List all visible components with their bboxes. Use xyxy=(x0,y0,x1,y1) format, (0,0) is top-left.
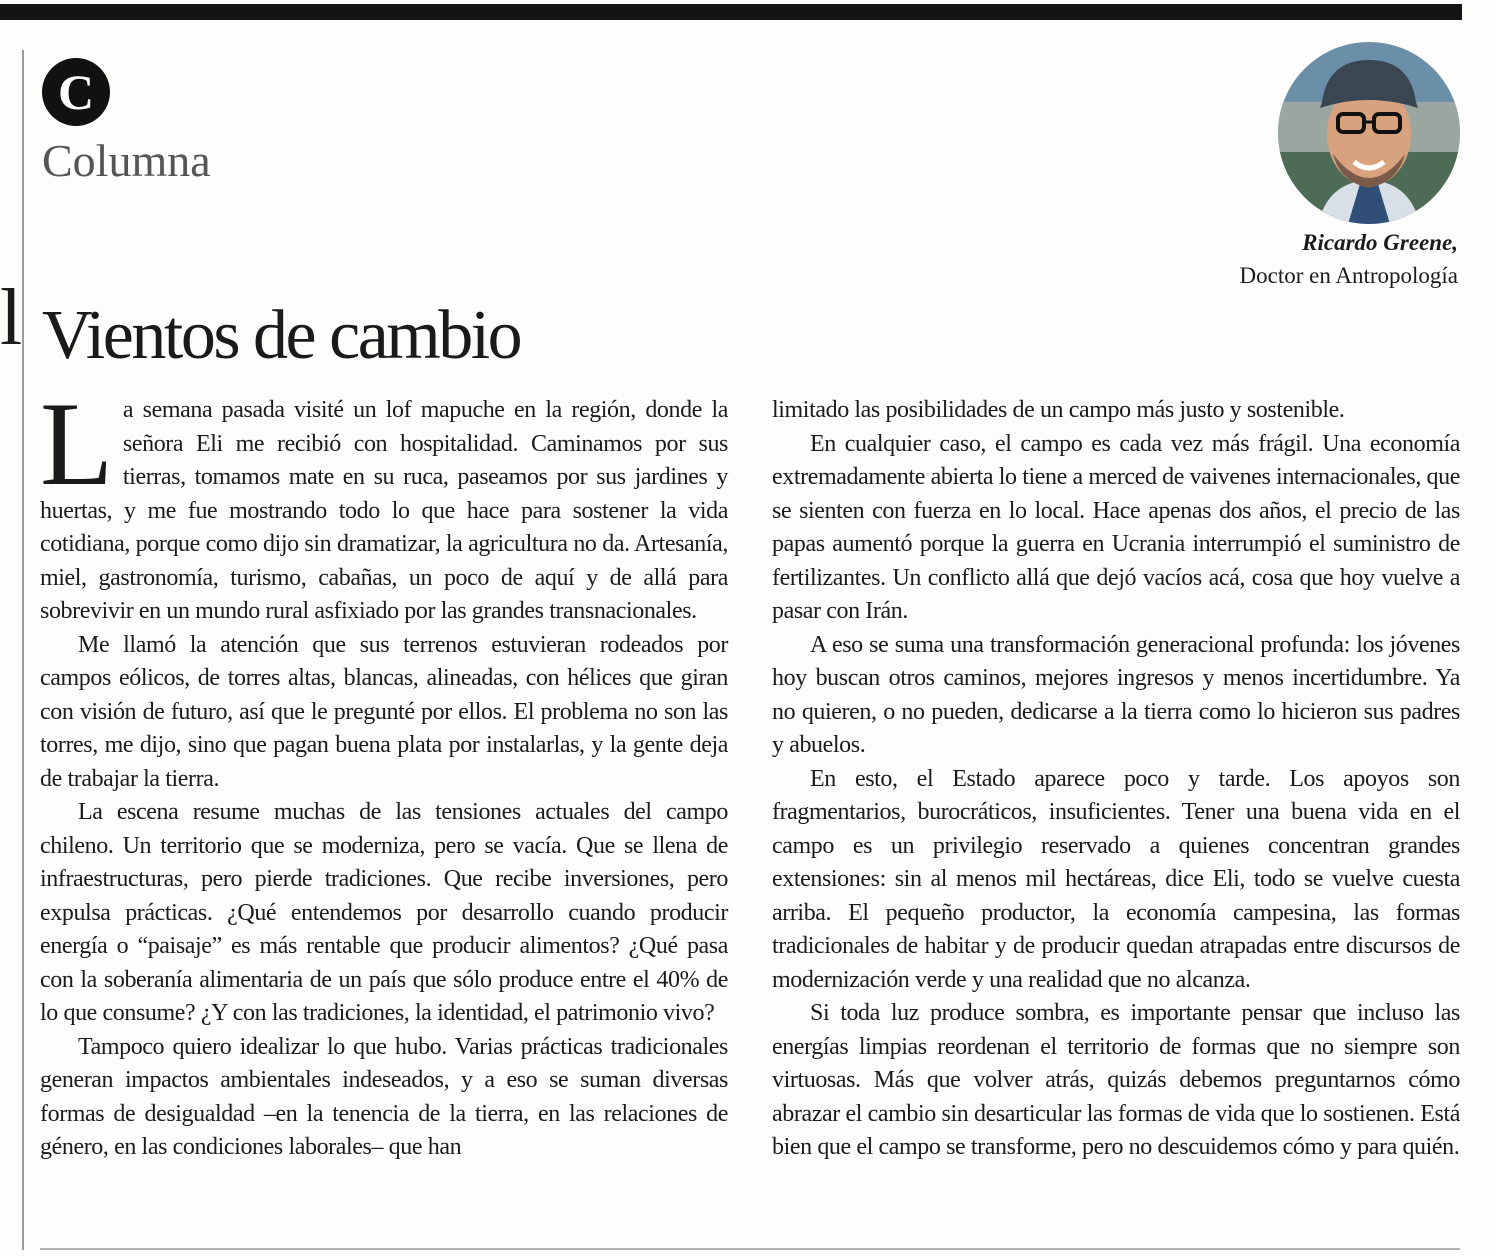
author-title: Doctor en Antropología xyxy=(1239,263,1458,288)
article-paragraph: Si toda luz produce sombra, es importante pensar que incluso las energías limpias reordenan el territorio de formas que no siempre son virtuosas. Más que volver atrás, quizás debemos preguntarnos cómo abrazar el cambio sin desarticular las formas de vida que lo sostienen. Está bien que el campo se transforme, pero no descuidemos cómo y para quién. xyxy=(772,1000,1460,1160)
author-name: Ricardo Greene, xyxy=(1302,230,1458,255)
article-paragraph: La escena resume muchas de las tensiones actuales del campo chileno. Un territorio que se moderniza, pero se vacía. Que se llena de infraestructuras, pero pierde tradiciones. Que recibe inversiones, pero expulsa prácticas. ¿Qué entendemos por desarrollo cuando producir energía o “paisaje” es más rentable que producir alimentos? ¿Qué pasa con la soberanía alimentaria de un país que sólo produce entre el 40% de lo que consume? ¿Y con las tradiciones, la identidad, el patrimonio vivo? xyxy=(40,799,728,1026)
article-column-left xyxy=(40,377,728,1165)
article-paragraph: En esto, el Estado aparece poco y tarde. Los apoyos son fragmentarios, burocráticos, insuficientes. Tener una buena vida en el campo es un privilegio reservado a quienes concentran grandes extensiones: sin al menos mil hectáreas, dice Eli, todo se vuelve cuesta arriba. El pequeño productor, la economía campesina, las formas tradicionales de habitar y de producir quedan atrapadas entre discursos de modernización verde y una realidad que no alcanza. xyxy=(772,765,1460,993)
section-badge: C xyxy=(42,58,110,126)
article-paragraph: Me llamó la atención que sus terrenos estuvieran rodeados por campos eólicos, de torres altas, blancas, alineadas, con hélices que giran con visión de futuro, así que le pregunté por ellos. El problema no son las torres, me dijo, sino que pagan buena plata por instalarlas, y la gente deja de trabajar la tierra. xyxy=(40,631,728,792)
article-paragraph: A eso se suma una transformación generacional profunda: los jóvenes hoy buscan otros caminos, mejores ingresos y menos incertidumbre. Ya no quieren, o no pueden, dedicarse a la tierra como lo hicieron sus padres y abuelos. xyxy=(772,631,1460,758)
dropcap: L xyxy=(40,377,113,510)
top-rule xyxy=(0,4,1462,20)
author-photo xyxy=(1278,42,1460,224)
article-paragraph: Tampoco quiero idealizar lo que hubo. Varias prácticas tradicionales generan impactos ambientales indeseados, y a eso se suman diversas formas de desigualdad –en la tenencia de la tierra, en las relaciones de género, en las condiciones laborales– que han xyxy=(40,1033,728,1160)
adjacent-page-glyph: l xyxy=(0,274,23,362)
article-column-right xyxy=(772,394,1460,1165)
headline: Vientos de cambio xyxy=(42,297,521,374)
column-divider xyxy=(22,50,24,1250)
bottom-rule xyxy=(40,1248,1460,1250)
article-paragraph: La semana pasada visité un lof mapuche en la región, donde la señora Eli me recibió con hospitalidad. Caminamos por sus tierras, tomamos mate en su ruca, paseamos por sus jardines y huertas, y me fue mostrando todo lo que hace para sostener la vida cotidiana, porque como dijo sin dramatizar, la agricultura no da. Artesanía, miel, gastronomía, turismo, cabañas, un poco de aquí y de allá para sobrevivir en un mundo rural asfixiado por las grandes transnacionales. xyxy=(40,377,728,624)
article-paragraph: limitado las posibilidades de un campo más justo y sostenible. xyxy=(772,397,1345,423)
section-label: Columna xyxy=(42,135,211,186)
byline xyxy=(1240,226,1458,292)
article-paragraph: En cualquier caso, el campo es cada vez más frágil. Una economía extremadamente abierta lo tiene a merced de vaivenes internacionales, que se sienten con fuerza en lo local. Hace apenas dos años, el precio de las papas aumentó porque la guerra en Ucrania interrumpió el suministro de fertilizantes. Un conflicto allá que dejó vacíos acá, cosa que hoy vuelve a pasar con Irán. xyxy=(772,430,1460,624)
